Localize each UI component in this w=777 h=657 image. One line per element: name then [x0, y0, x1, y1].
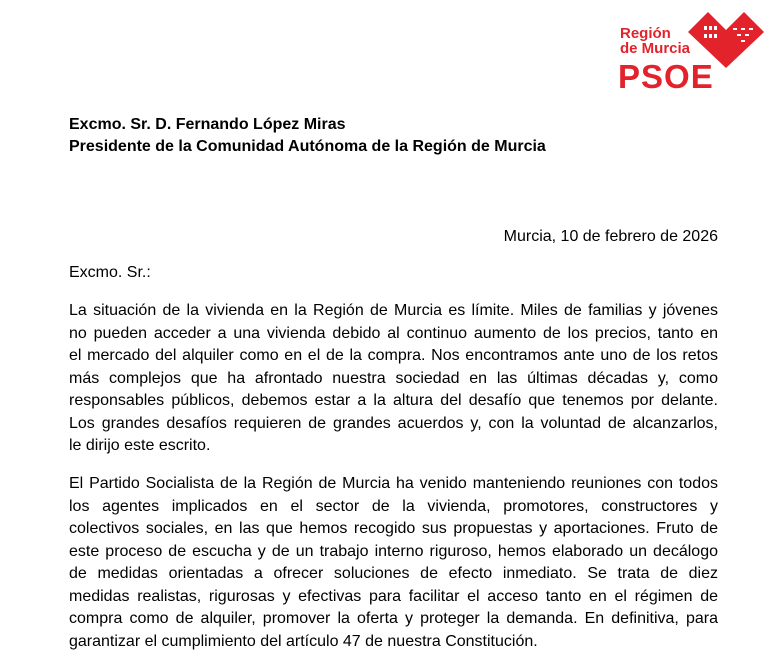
text-line: garantizar el cumplimiento del artículo 47 de nuestra Constitución.	[69, 632, 538, 650]
recipient-name: Excmo. Sr. D. Fernando López Miras	[69, 116, 346, 133]
text-line: compra como de alquiler, promover la oferta y proteger la demanda. En definitiva, para	[69, 610, 718, 627]
text-line: responsables públicos, debemos estar a la altura del desafío que tenemos por delante.	[69, 392, 718, 409]
logo-brand: PSOE	[618, 58, 714, 95]
text-line: le dirijo este escrito.	[69, 437, 211, 454]
text-line: más complejos que ha afrontado nuestra sociedad en las últimas décadas y, como	[69, 369, 718, 387]
logo-line1: Región	[620, 25, 671, 42]
letter-date: Murcia, 10 de febrero de 2026	[503, 228, 718, 245]
salutation: Excmo. Sr.:	[69, 264, 151, 281]
recipient-title: Presidente de la Comunidad Autónoma de la Región de Murcia	[69, 138, 546, 155]
text-line: colectivos sociales, en las que hemos recogido sus propuestas y aportaciones. Fruto de	[69, 520, 718, 537]
paragraph-2	[69, 473, 718, 653]
text-line: no pueden acceder a una vivienda debido al continuo aumento de los precios, tanto en	[69, 324, 718, 342]
text-line: el mercado del alquiler como en el de la compra. Nos encontramos ante uno de los retos	[69, 347, 718, 364]
recipient-block	[69, 114, 546, 158]
text-line: Los grandes desafíos requieren de grandes acuerdos y, con la voluntad de alcanzarlos,	[69, 414, 718, 432]
text-line: los agentes implicados en el sector de la vivienda, promotores, constructores y	[69, 497, 718, 515]
text-line: La situación de la vivienda en la Región de Murcia es límite. Miles de familias y jóvenes	[69, 302, 718, 319]
logo-region-text	[620, 26, 690, 56]
text-line: El Partido Socialista de la Región de Murcia ha venido manteniendo reuniones con todos	[69, 475, 718, 492]
paragraph-1	[69, 300, 718, 458]
text-line: este proceso de escucha y de un trabajo interno riguroso, hemos elaborado un decálogo	[69, 542, 718, 560]
heart-emblem-icon	[686, 8, 766, 68]
text-line: de medidas orientadas a ofrecer soluciones de efecto inmediato. Se trata de diez	[69, 565, 718, 582]
text-line: medidas realistas, rigurosas y efectivas para facilitar el acceso tanto en el régimen de	[69, 587, 718, 605]
psoe-murcia-logo	[616, 8, 771, 98]
logo-line2: de Murcia	[620, 40, 691, 57]
